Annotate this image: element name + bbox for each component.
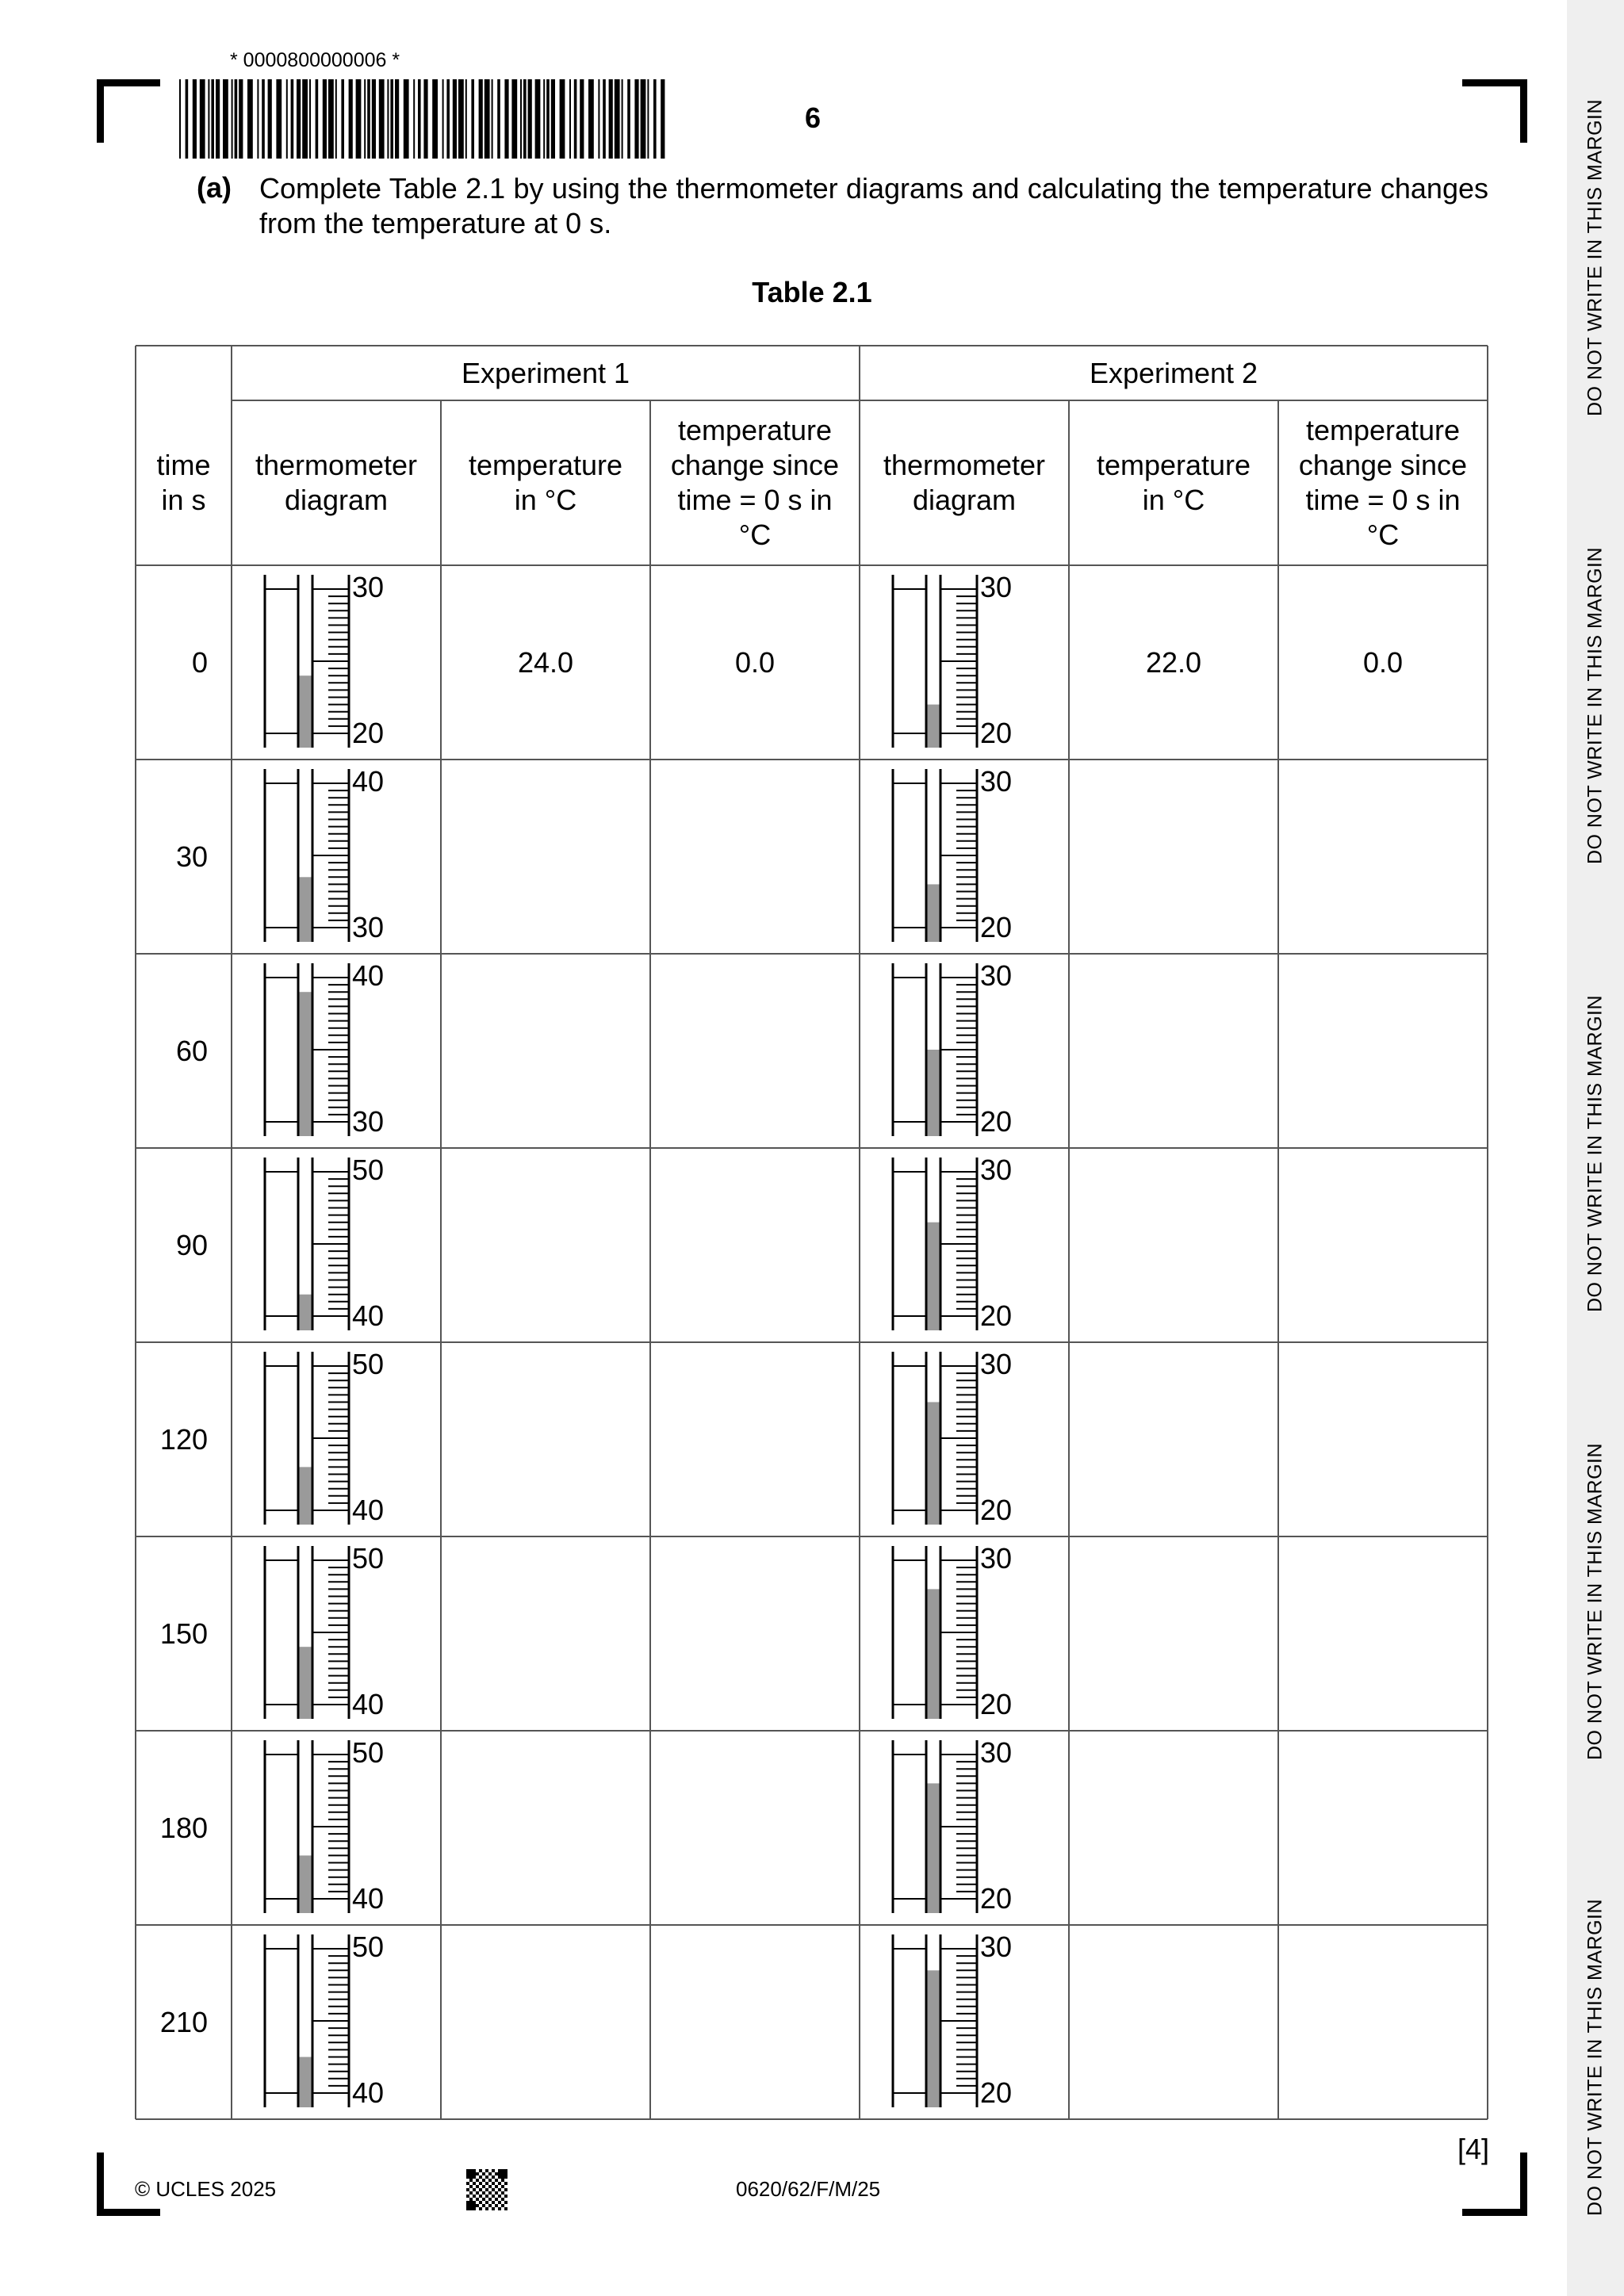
time-cell: 30 <box>175 840 208 873</box>
exp1-change-cell <box>650 1342 860 1536</box>
exp2-temperature-cell <box>1069 1148 1278 1342</box>
time-cell: 120 <box>159 1422 208 1456</box>
scale-low-label: 20 <box>980 2076 1013 2109</box>
margin-warning: DO NOT WRITE IN THIS MARGIN <box>1584 1442 1607 1761</box>
exp1-temperature-cell <box>441 1925 650 2119</box>
page-number: 6 <box>804 101 822 134</box>
column-header-temperature <box>441 400 650 565</box>
mercury-column <box>926 884 940 942</box>
barcode-label: * 0000800000006 * <box>230 49 400 71</box>
scale-low-label: 20 <box>980 1882 1013 1915</box>
exp1-change-cell: 0.0 <box>734 645 776 679</box>
mercury-column <box>298 1647 312 1719</box>
scale-low-label: 20 <box>980 1105 1013 1138</box>
thermometer-diagram <box>260 565 435 760</box>
thermometer-diagram <box>888 1731 1063 1925</box>
column-header-time-text: time in s <box>156 449 211 516</box>
mercury-column <box>298 877 312 942</box>
qr-code <box>466 2169 508 2210</box>
scale-low-label: 20 <box>980 911 1013 943</box>
margin-warning: DO NOT WRITE IN THIS MARGIN <box>1584 98 1607 417</box>
time-cell: 90 <box>175 1228 208 1261</box>
exp1-temperature-cell <box>441 1536 650 1731</box>
mercury-column <box>926 1970 940 2107</box>
scale-low-label: 20 <box>980 1299 1013 1332</box>
exp1-temperature-cell <box>441 1342 650 1536</box>
scale-low-label: 20 <box>980 1494 1013 1526</box>
thermometer-diagram <box>888 1536 1063 1731</box>
scale-high-label: 50 <box>352 1931 385 1963</box>
scale-high-label: 30 <box>980 1542 1013 1575</box>
margin-warning: DO NOT WRITE IN THIS MARGIN <box>1584 546 1607 865</box>
exp1-change-cell <box>650 954 860 1148</box>
column-header-time <box>136 400 232 565</box>
scale-high-label: 30 <box>352 571 385 603</box>
scale-high-label: 30 <box>980 1348 1013 1380</box>
column-header-change-text: temperature change since time = 0 s in °C <box>1298 414 1468 551</box>
scale-low-label: 40 <box>352 1299 385 1332</box>
exp2-temperature-cell: 22.0 <box>1145 645 1202 679</box>
scale-low-label: 20 <box>980 1688 1013 1720</box>
mercury-column <box>298 2057 312 2108</box>
table-title: Table 2.1 <box>752 276 872 308</box>
exp1-temperature-cell <box>441 760 650 954</box>
column-header-temperature <box>1069 400 1278 565</box>
exp2-temperature-cell <box>1069 1731 1278 1925</box>
question-text: Complete Table 2.1 by using the thermometer diagrams and calculating the temperature changes from the temperature at 0 s. <box>259 172 1488 239</box>
time-cell: 0 <box>191 645 208 679</box>
exp2-temperature-cell <box>1069 1536 1278 1731</box>
thermometer-diagram <box>888 1342 1063 1536</box>
thermometer-diagram <box>260 760 435 954</box>
column-header-diagram-text: thermometer diagram <box>883 449 1046 516</box>
thermometer-diagram <box>260 1536 435 1731</box>
scale-high-label: 30 <box>980 1931 1013 1963</box>
scale-low-label: 30 <box>352 1105 385 1138</box>
mercury-column <box>298 1295 312 1330</box>
exp1-temperature-cell <box>441 1731 650 1925</box>
column-header-change <box>650 400 860 565</box>
scale-low-label: 40 <box>352 2076 385 2109</box>
scale-high-label: 40 <box>352 959 385 992</box>
scale-low-label: 40 <box>352 1882 385 1915</box>
exp1-temperature-cell <box>441 1148 650 1342</box>
column-header-diagram <box>232 400 441 565</box>
scale-high-label: 30 <box>980 571 1013 603</box>
thermometer-diagram <box>260 1342 435 1536</box>
exp1-temperature-cell: 24.0 <box>517 645 574 679</box>
column-header-temperature-text: temperature in °C <box>1096 449 1251 516</box>
exp2-change-cell <box>1278 954 1488 1148</box>
scale-high-label: 50 <box>352 1736 385 1769</box>
exp2-change-cell <box>1278 1536 1488 1731</box>
mercury-column <box>926 1589 940 1719</box>
column-header-change-text: temperature change since time = 0 s in °C <box>670 414 840 551</box>
column-header-diagram <box>860 400 1069 565</box>
thermometer-diagram <box>260 1148 435 1342</box>
exp1-change-cell <box>650 1536 860 1731</box>
mercury-column <box>298 1855 312 1913</box>
thermometer-diagram <box>888 1148 1063 1342</box>
exp1-change-cell <box>650 760 860 954</box>
scale-low-label: 40 <box>352 1688 385 1720</box>
time-cell: 60 <box>175 1034 208 1067</box>
exp2-temperature-cell <box>1069 1925 1278 2119</box>
mercury-column <box>926 1402 940 1525</box>
time-cell: 210 <box>159 2005 208 2038</box>
time-cell: 180 <box>159 1811 208 1844</box>
scale-low-label: 40 <box>352 1494 385 1526</box>
scale-low-label: 20 <box>980 717 1013 749</box>
scale-high-label: 50 <box>352 1542 385 1575</box>
paper-code: 0620/62/F/M/25 <box>736 2177 881 2201</box>
exp1-change-cell <box>650 1731 860 1925</box>
scale-high-label: 30 <box>980 959 1013 992</box>
thermometer-diagram <box>888 1925 1063 2119</box>
copyright: © UCLES 2025 <box>135 2177 277 2201</box>
thermometer-diagram <box>888 760 1063 954</box>
time-cell: 150 <box>159 1617 208 1650</box>
margin-warning: DO NOT WRITE IN THIS MARGIN <box>1584 994 1607 1313</box>
mercury-column <box>926 1783 940 1913</box>
exp2-temperature-cell <box>1069 1342 1278 1536</box>
thermometer-diagram <box>888 954 1063 1148</box>
exp2-change-cell <box>1278 1342 1488 1536</box>
scale-high-label: 30 <box>980 1154 1013 1186</box>
exp2-temperature-cell <box>1069 760 1278 954</box>
marks-allocation: [4] <box>1457 2133 1489 2165</box>
exp2-change-cell <box>1278 1148 1488 1342</box>
margin-warning: DO NOT WRITE IN THIS MARGIN <box>1584 1898 1607 2217</box>
exp2-change-cell: 0.0 <box>1362 645 1404 679</box>
experiment-2-header: Experiment 2 <box>1089 356 1258 389</box>
scale-high-label: 50 <box>352 1154 385 1186</box>
mercury-column <box>298 992 312 1136</box>
thermometer-diagram <box>260 1731 435 1925</box>
exp1-temperature-cell <box>441 954 650 1148</box>
scale-high-label: 30 <box>980 1736 1013 1769</box>
mercury-column <box>298 1467 312 1525</box>
mercury-column <box>926 1223 940 1330</box>
question-part-label: (a) <box>197 171 232 204</box>
scale-high-label: 30 <box>980 765 1013 798</box>
mercury-column <box>926 705 940 748</box>
scale-low-label: 20 <box>352 717 385 749</box>
exp2-change-cell <box>1278 1731 1488 1925</box>
scale-high-label: 40 <box>352 765 385 798</box>
exp2-change-cell <box>1278 1925 1488 2119</box>
exp2-change-cell <box>1278 760 1488 954</box>
thermometer-diagram <box>260 954 435 1148</box>
thermometer-diagram <box>888 565 1063 760</box>
column-header-change <box>1278 400 1488 565</box>
exp2-temperature-cell <box>1069 954 1278 1148</box>
scale-low-label: 30 <box>352 911 385 943</box>
exp1-change-cell <box>650 1148 860 1342</box>
mercury-column <box>298 675 312 748</box>
column-header-diagram-text: thermometer diagram <box>255 449 418 516</box>
mercury-column <box>926 1050 940 1136</box>
column-header-temperature-text: temperature in °C <box>468 449 623 516</box>
exp1-change-cell <box>650 1925 860 2119</box>
experiment-1-header: Experiment 1 <box>461 356 630 389</box>
thermometer-diagram <box>260 1925 435 2119</box>
scale-high-label: 50 <box>352 1348 385 1380</box>
